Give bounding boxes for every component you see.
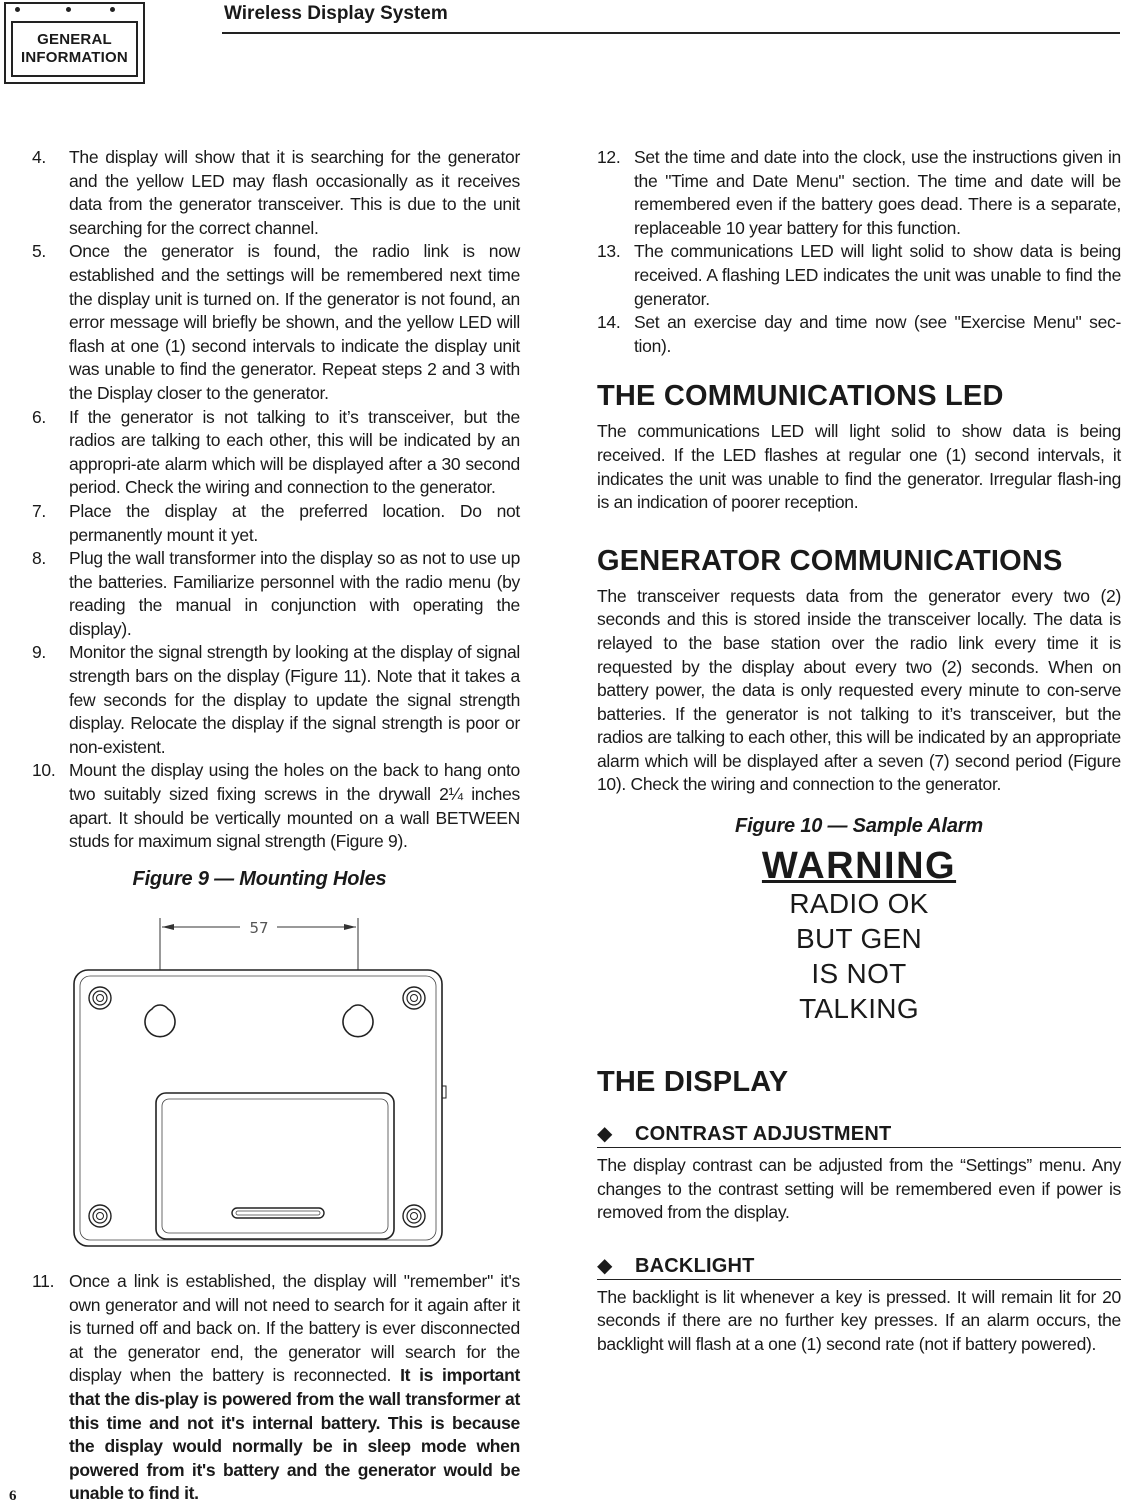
step-item [32, 240, 520, 405]
step-number: 9. [32, 642, 46, 663]
step-number: 6. [32, 406, 46, 427]
figure9-caption: Figure 9 — Mounting Holes [132, 868, 387, 890]
step-item [597, 146, 1121, 240]
step-text: Monitor the signal strength by looking at the display of signal strength bars on the display (Figure 11). Note that it takes a few seconds for the display to update the signal strength display. Relocate the display if the signal strength is poor or non-existent. [69, 642, 520, 757]
alarm-line: IS NOT [811, 958, 907, 990]
step-number: 5. [32, 241, 46, 262]
backlight-subheading [597, 1253, 1121, 1280]
page-number: 6 [9, 1488, 17, 1504]
badge-dot [110, 7, 115, 12]
step-item [32, 641, 520, 759]
contrast-subheading [597, 1121, 1121, 1148]
header-rule [222, 32, 1120, 34]
step-text: If the generator is not talking to it’s transceiver, but the radios are talking to each other, this will be indicated by an appropri-ate alarm which will be displayed after a 30 second period. Check the wiring and connection to the generator. [69, 406, 520, 498]
step-text: The display will show that it is searching for the generator and the yellow LED may flash occasionally as it receives data from the generator transceiver. This is due to the unit searching for the correct channel. [69, 147, 520, 238]
step-text: Set an exercise day and time now (see "Exercise Menu" sec-tion). [634, 312, 1121, 356]
comm-led-heading: THE COMMUNICATIONS LED [597, 380, 1004, 413]
diamond-bullet-icon: ◆ [597, 1123, 613, 1146]
step-text: Set the time and date into the clock, use the instructions given in the "Time and Date Menu" section. The time and date will be remembered even if the battery goes dead. There is a separate, replaceable 10 year battery for this function. [634, 147, 1121, 238]
step-text: Mount the display using the holes on the back to hang onto two suitably sized fixing screws in the drywall 2¼ inches apart. It should be vertically mounted on a wall BETWEEN studs for maximum signal strength (Figure 9). [69, 760, 520, 852]
step-text: Once the generator is found, the radio link is now established and the settings will be remembered next time the display unit is turned on. If the generator is not found, an error message will briefly be shown, and the yellow LED will flash at one (1) second intervals to indicate the display unit was unable to find the generator. Repeat steps 2 and 3 with the Display closer to the generator. [69, 241, 520, 403]
alarm-line: RADIO OK [789, 888, 929, 920]
gen-comm-heading: GENERATOR COMMUNICATIONS [597, 544, 1063, 577]
steps-list-top [32, 146, 520, 854]
step-item [32, 406, 520, 500]
alarm-line: BUT GEN [795, 923, 923, 955]
comm-led-body: The communications LED will light solid to show data is being received. If the LED flashes at regular one (1) second intervals, it indicates the unit was unable to find the generator. Irregular flash-ing is an indication of poorer reception. [597, 421, 1121, 513]
step-item [32, 759, 520, 853]
step-text [69, 1270, 520, 1506]
step-11-text: Once a link is established, the display will "remember" it's own generator and will not need to search for it again after it is turned off and back on. If the battery is ever disconnected at the generator end, the generator will search for the display when the battery is reconnected. [69, 1271, 520, 1386]
steps-list-right [597, 146, 1121, 358]
step-item [32, 500, 520, 547]
step-number: 12. [597, 147, 621, 167]
step-text: The communications LED will light solid to show data is being received. A flashing LED indicates the unit was unable to find the generator. [634, 241, 1121, 309]
step-text: Place the display at the preferred location. Do not permanently mount it yet. [69, 500, 520, 545]
step-item [32, 146, 520, 240]
badge-dot [66, 7, 71, 12]
step-11-block [32, 1270, 520, 1506]
step-number: 11. [32, 1271, 55, 1291]
contrast-body: The display contrast can be adjusted from the “Settings” menu. Any changes to the contrast setting will be remembered even if power is removed from the display. [597, 1155, 1121, 1223]
step-item [597, 311, 1121, 358]
badge-line2: INFORMATION [21, 49, 128, 66]
alarm-line: TALKING [799, 993, 919, 1025]
dimension-label: 57 [249, 919, 269, 937]
running-header-title: Wireless Display System [224, 3, 448, 24]
step-number: 10. [32, 760, 56, 781]
badge-line1: GENERAL [37, 31, 112, 48]
right-column [597, 146, 1121, 1357]
step-number: 8. [32, 548, 46, 569]
dimension-arrow [344, 924, 356, 930]
figure10-caption: Figure 10 — Sample Alarm [735, 815, 983, 838]
gen-comm-body: The transceiver requests data from the generator every two (2) seconds and this is stored inside the transceiver locally. The data is relayed to the base station over the radio link every time it is requested by the display about every two (2) seconds. When on battery power, the data is only requested every minute to con-serve batteries. If the generator is not talking to it’s transceiver, but the radios are talking to each other, this will be indicated by an appropriate alarm which will be displayed after a seven (7) second period (Figure 10). Check the wiring and connection to the generator. [597, 585, 1121, 795]
step-number: 7. [32, 500, 46, 521]
step-item [32, 1270, 520, 1506]
step-number: 13. [597, 241, 621, 262]
display-back-outline [74, 970, 442, 1246]
step-item [597, 240, 1121, 311]
diamond-bullet-icon: ◆ [597, 1254, 613, 1277]
step-number: 14. [597, 312, 621, 333]
contrast-heading-text: CONTRAST ADJUSTMENT [635, 1123, 892, 1146]
mounting-holes-figure [70, 910, 450, 1252]
backlight-body: The backlight is lit whenever a key is pressed. It will remain lit for 20 seconds if there are no further key presses. If an alarm occurs, the backlight will flash at a one (1) second rate (not if battery powered). [597, 1286, 1121, 1355]
step-item [32, 547, 520, 641]
step-text: Plug the wall transformer into the display so as not to use up the batteries. Familiarize personnel with the radio menu (by reading the manual in conjunction with operating the display). [69, 548, 520, 639]
section-badge [4, 2, 145, 84]
badge-inner [11, 21, 138, 77]
display-heading: THE DISPLAY [597, 1066, 789, 1099]
warning-title: WARNING [761, 845, 957, 888]
sample-alarm-display [597, 846, 1121, 1026]
backlight-heading-text: BACKLIGHT [635, 1254, 755, 1277]
step-11-bold-warning: It is important that the dis-play is powered from the wall transformer at this time and not it's internal battery. This is because the display would normally be in sleep mode when powered from it's battery and the generator would be unable to find it. [69, 1365, 520, 1504]
left-column [32, 146, 520, 854]
step-number: 4. [32, 147, 46, 167]
badge-dot [15, 7, 20, 12]
dimension-arrow [162, 924, 174, 930]
